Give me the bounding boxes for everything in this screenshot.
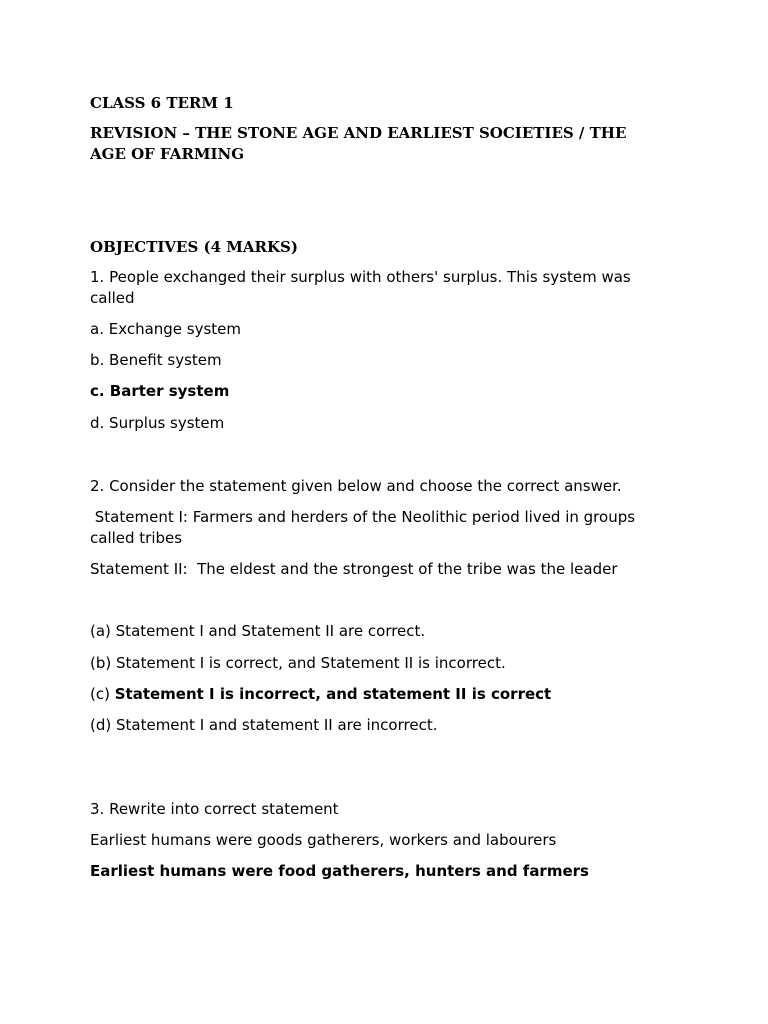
- q2-option-c-prefix: (c): [90, 685, 115, 703]
- q1-option-a: a. Exchange system: [90, 320, 242, 338]
- revision-title: REVISION – THE STONE AGE AND EARLIEST SOCIETIES / THE AGE OF FARMING: [90, 124, 627, 163]
- q1-option-d: d. Surplus system: [90, 414, 225, 432]
- q2-question: 2. Consider the statement given below and choose the correct answer.: [90, 477, 622, 495]
- q1-option-b: b. Benefit system: [90, 351, 222, 369]
- q1-question: 1. People exchanged their surplus with others' surplus. This system was called: [90, 268, 631, 307]
- q3-incorrect-statement: Earliest humans were goods gatherers, workers and labourers: [90, 831, 557, 849]
- q3-question: 3. Rewrite into correct statement: [90, 800, 339, 818]
- q1-option-c-answer: c. Barter system: [90, 382, 230, 400]
- objectives-heading: OBJECTIVES (4 MARKS): [90, 238, 298, 256]
- q2-statement-2: Statement II: The eldest and the strongest of the tribe was the leader: [90, 560, 618, 578]
- q2-option-d: (d) Statement I and statement II are incorrect.: [90, 716, 438, 734]
- q2-option-c-answer: Statement I is incorrect, and statement II is correct: [114, 685, 552, 703]
- class-term-heading: CLASS 6 TERM 1: [90, 94, 234, 112]
- q3-correct-answer: Earliest humans were food gatherers, hunters and farmers: [90, 862, 589, 880]
- q2-option-a: (a) Statement I and Statement II are correct.: [90, 622, 426, 640]
- q2-option-b: (b) Statement I is correct, and Statement II is incorrect.: [90, 654, 506, 672]
- q2-statement-1: Statement I: Farmers and herders of the Neolithic period lived in groups called tribes: [90, 508, 640, 547]
- q2-option-c: [90, 684, 650, 705]
